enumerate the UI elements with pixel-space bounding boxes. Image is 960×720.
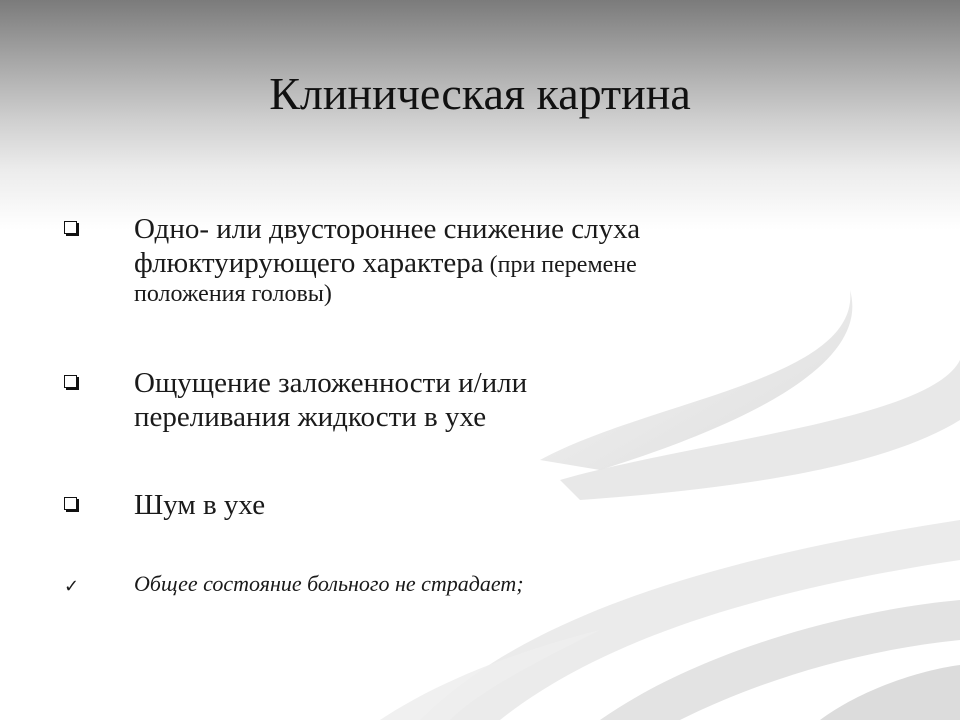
- bullet-note: (при перемене: [483, 252, 637, 278]
- bullet-note: положения головы): [134, 281, 332, 307]
- bullet-line: Общее состояние больного не страдает;: [134, 571, 524, 596]
- bullet-line: переливания жидкости в ухе: [134, 401, 487, 433]
- bullet-line: Ощущение заложенности и/или: [134, 367, 528, 399]
- bullet-text: [134, 570, 834, 598]
- bullet-line: Одно- или двустороннее снижение слуха: [134, 213, 641, 245]
- bullet-text: [134, 488, 834, 522]
- check-bullet-icon: ✓: [64, 576, 80, 597]
- bullet-line: флюктуирующего характера: [134, 247, 484, 279]
- slide-title: Клиническая картина: [269, 68, 691, 119]
- checkbox-bullet-icon: [62, 488, 132, 518]
- bullet-text: [134, 366, 834, 434]
- checkbox-bullet-icon: [62, 366, 132, 396]
- bullet-line: Шум в ухе: [134, 489, 266, 521]
- checkbox-bullet-icon: [62, 212, 132, 242]
- bullet-text: [134, 212, 834, 308]
